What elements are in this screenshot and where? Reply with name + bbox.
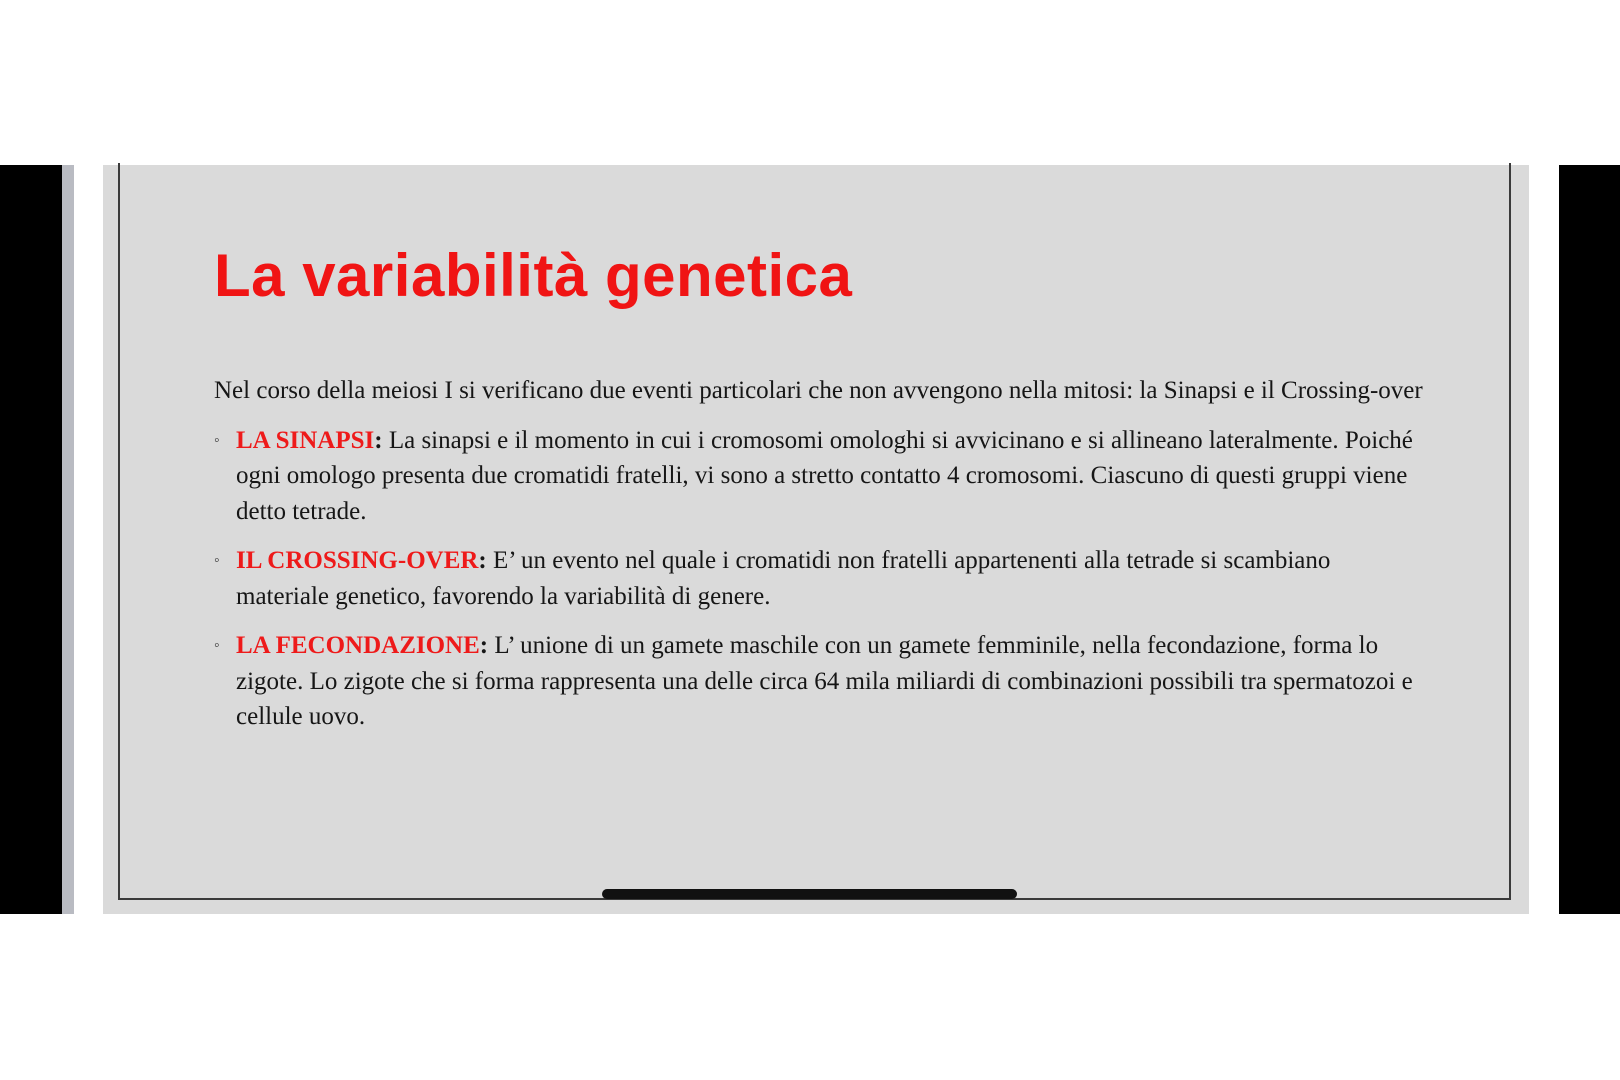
right-letterbox xyxy=(1559,165,1620,914)
bullet-colon: : xyxy=(479,632,489,659)
bullet-colon: : xyxy=(374,426,383,454)
bullet-colon: : xyxy=(478,547,487,574)
bullet-crossing-over xyxy=(214,543,1429,614)
bullet-circle-icon: ◦ xyxy=(214,431,220,449)
intro-paragraph: Nel corso della meiosi I si verificano due eventi particolari che non avvengono nella mitosi: la Sinapsi e il Crossing-over xyxy=(214,377,1423,404)
slide[interactable] xyxy=(103,165,1529,914)
bullet-sinapsi xyxy=(214,423,1429,530)
bullet-fecondazione xyxy=(214,628,1429,735)
slide-content xyxy=(214,373,1429,749)
bullet-term: IL CROSSING-OVER xyxy=(236,547,479,574)
slide-title: La variabilità genetica xyxy=(214,242,853,309)
left-edge-strip xyxy=(62,165,74,914)
bullet-term: LA SINAPSI xyxy=(236,426,375,454)
bullet-list xyxy=(214,423,1429,735)
bullet-text: E’ un evento nel quale i cromatidi non fratelli appartenenti alla tetrade si scambiano materiale genetico, favorendo la variabilità di genere. xyxy=(236,547,1331,610)
viewer-stage xyxy=(0,165,1620,914)
left-letterbox xyxy=(0,165,62,914)
home-indicator-bar[interactable] xyxy=(602,889,1017,899)
bullet-text: La sinapsi e il momento in cui i cromosomi omologhi si avvicinano e si allineano lateralmente. Poiché ogni omologo presenta due cromatidi fratelli, vi sono a stretto contatto 4 cromosomi. Ciascuno di questi gruppi viene detto tetrade. xyxy=(236,426,1413,525)
bullet-circle-icon: ◦ xyxy=(214,552,220,569)
bullet-text: L’ unione di un gamete maschile con un gamete femminile, nella fecondazione, forma lo zigote. Lo zigote che si forma rappresenta una delle circa 64 mila miliardi di combinazioni possibili tra spermatozoi e cellule uovo. xyxy=(236,632,1413,730)
bullet-circle-icon: ◦ xyxy=(214,637,220,654)
bullet-term: LA FECONDAZIONE xyxy=(236,632,480,659)
